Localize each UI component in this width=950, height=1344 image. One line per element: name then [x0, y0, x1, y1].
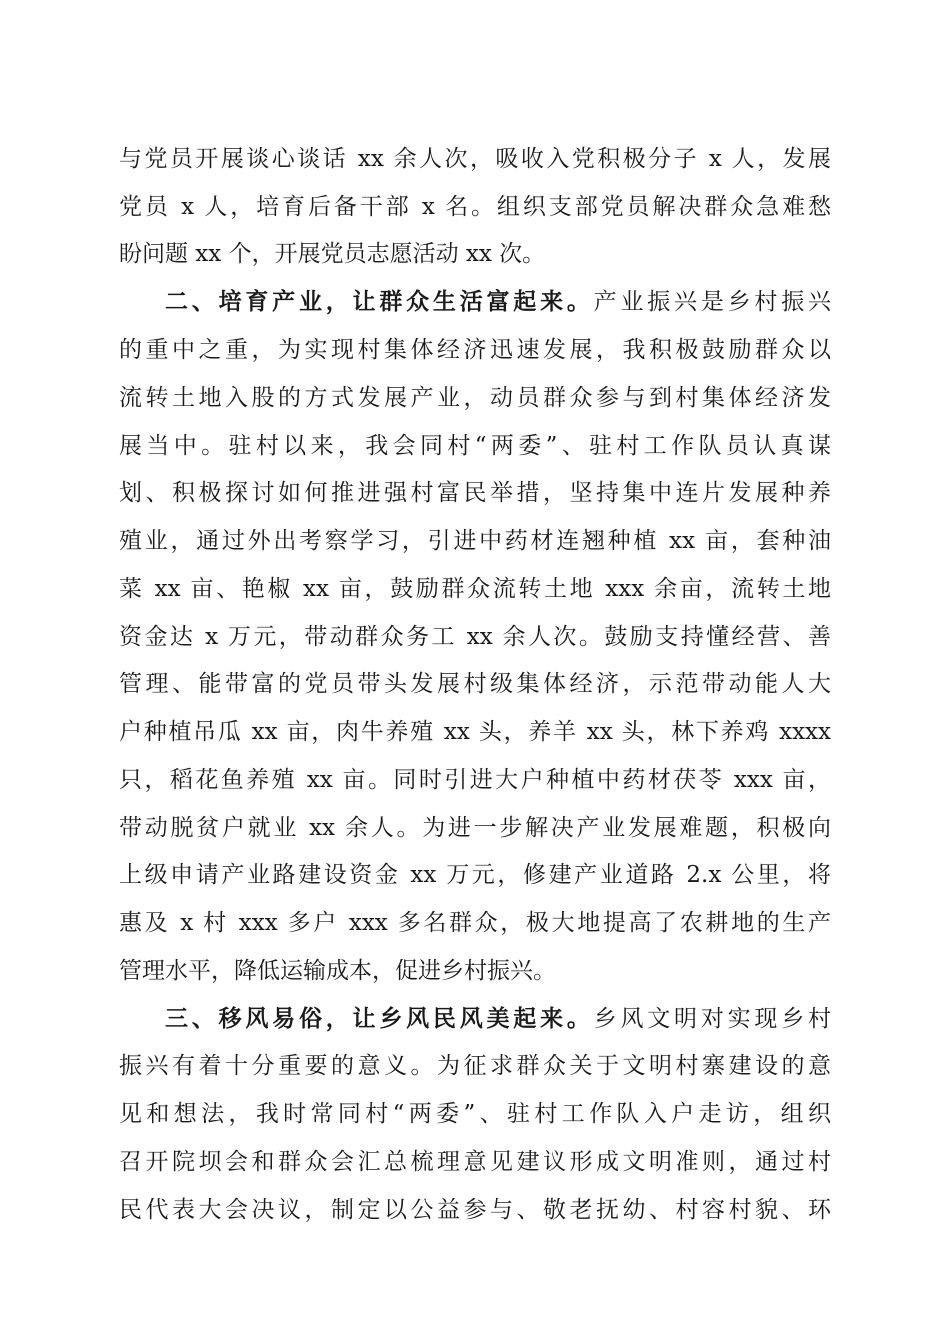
section-two-first-line: [165, 282, 831, 322]
paragraph-line: 的重中之重，为实现村集体经济迅速发展，我积极鼓励群众以: [119, 337, 831, 363]
paragraph-line: 管理水平，降低运输成本，促进乡村振兴。: [119, 958, 556, 984]
paragraph-line: 只，稻花鱼养殖 xx 亩。同时引进大户种植中药材茯苓 xxx 亩，: [119, 767, 831, 793]
paragraph-line: 资金达 x 万元，带动群众务工 xx 余人次。鼓励支持懂经营、善: [119, 624, 831, 650]
section-two-lead-text: 产业振兴是乡村振兴: [593, 289, 831, 315]
paragraph-line: 见和想法，我时常同村“两委”、驻村工作队入户走访，组织: [119, 1101, 831, 1127]
paragraph-line: 与党员开展谈心谈话 xx 余人次，吸收入党积极分子 x 人，发展: [119, 146, 831, 172]
paragraph-line: 惠及 x 村 xxx 多户 xxx 多名群众，极大地提高了农耕地的生产: [119, 910, 831, 936]
section-three-lead-text: 乡风文明对实现乡村: [593, 1006, 831, 1032]
paragraph-line: 上级申请产业路建设资金 xx 万元，修建产业道路 2.x 公里，将: [119, 862, 831, 888]
paragraph-line: 盼问题 xx 个，开展党员志愿活动 xx 次。: [119, 241, 546, 267]
paragraph-line: 召开院坝会和群众会汇总梳理意见建议形成文明准则，通过村: [119, 1149, 831, 1175]
paragraph-line: 户种植吊瓜 xx 亩，肉牛养殖 xx 头，养羊 xx 头，林下养鸡 xxxx: [119, 719, 831, 745]
paragraph-line: 展当中。驻村以来，我会同村“两委”、驻村工作队员认真谋: [119, 433, 831, 459]
section-three-first-line: [165, 999, 831, 1039]
section-two-heading: 二、培育产业，让群众生活富起来。: [165, 289, 594, 315]
paragraph-line: 划、积极探讨如何推进强村富民举措，坚持集中连片发展种养: [119, 480, 831, 506]
paragraph-line: 殖业，通过外出考察学习，引进中药材连翘种植 xx 亩，套种油: [119, 528, 831, 554]
paragraph-line: 振兴有着十分重要的意义。为征求群众关于文明村寨建设的意: [119, 1053, 831, 1079]
paragraph-line: 带动脱贫户就业 xx 余人。为进一步解决产业发展难题，积极向: [119, 815, 831, 841]
paragraph-line: 流转土地入股的方式发展产业，动员群众参与到村集体经济发: [119, 385, 831, 411]
paragraph-line: 民代表大会决议，制定以公益参与、敬老抚幼、村容村貌、环: [119, 1197, 831, 1223]
paragraph-line: 管理、能带富的党员带头发展村级集体经济，示范带动能人大: [119, 671, 831, 697]
paragraph-line: 菜 xx 亩、艳椒 xx 亩，鼓励群众流转土地 xxx 余亩，流转土地: [119, 576, 831, 602]
section-three-heading: 三、移风易俗，让乡风民风美起来。: [165, 1006, 594, 1032]
paragraph-line: 党员 x 人，培育后备干部 x 名。组织支部党员解决群众急难愁: [119, 194, 831, 220]
